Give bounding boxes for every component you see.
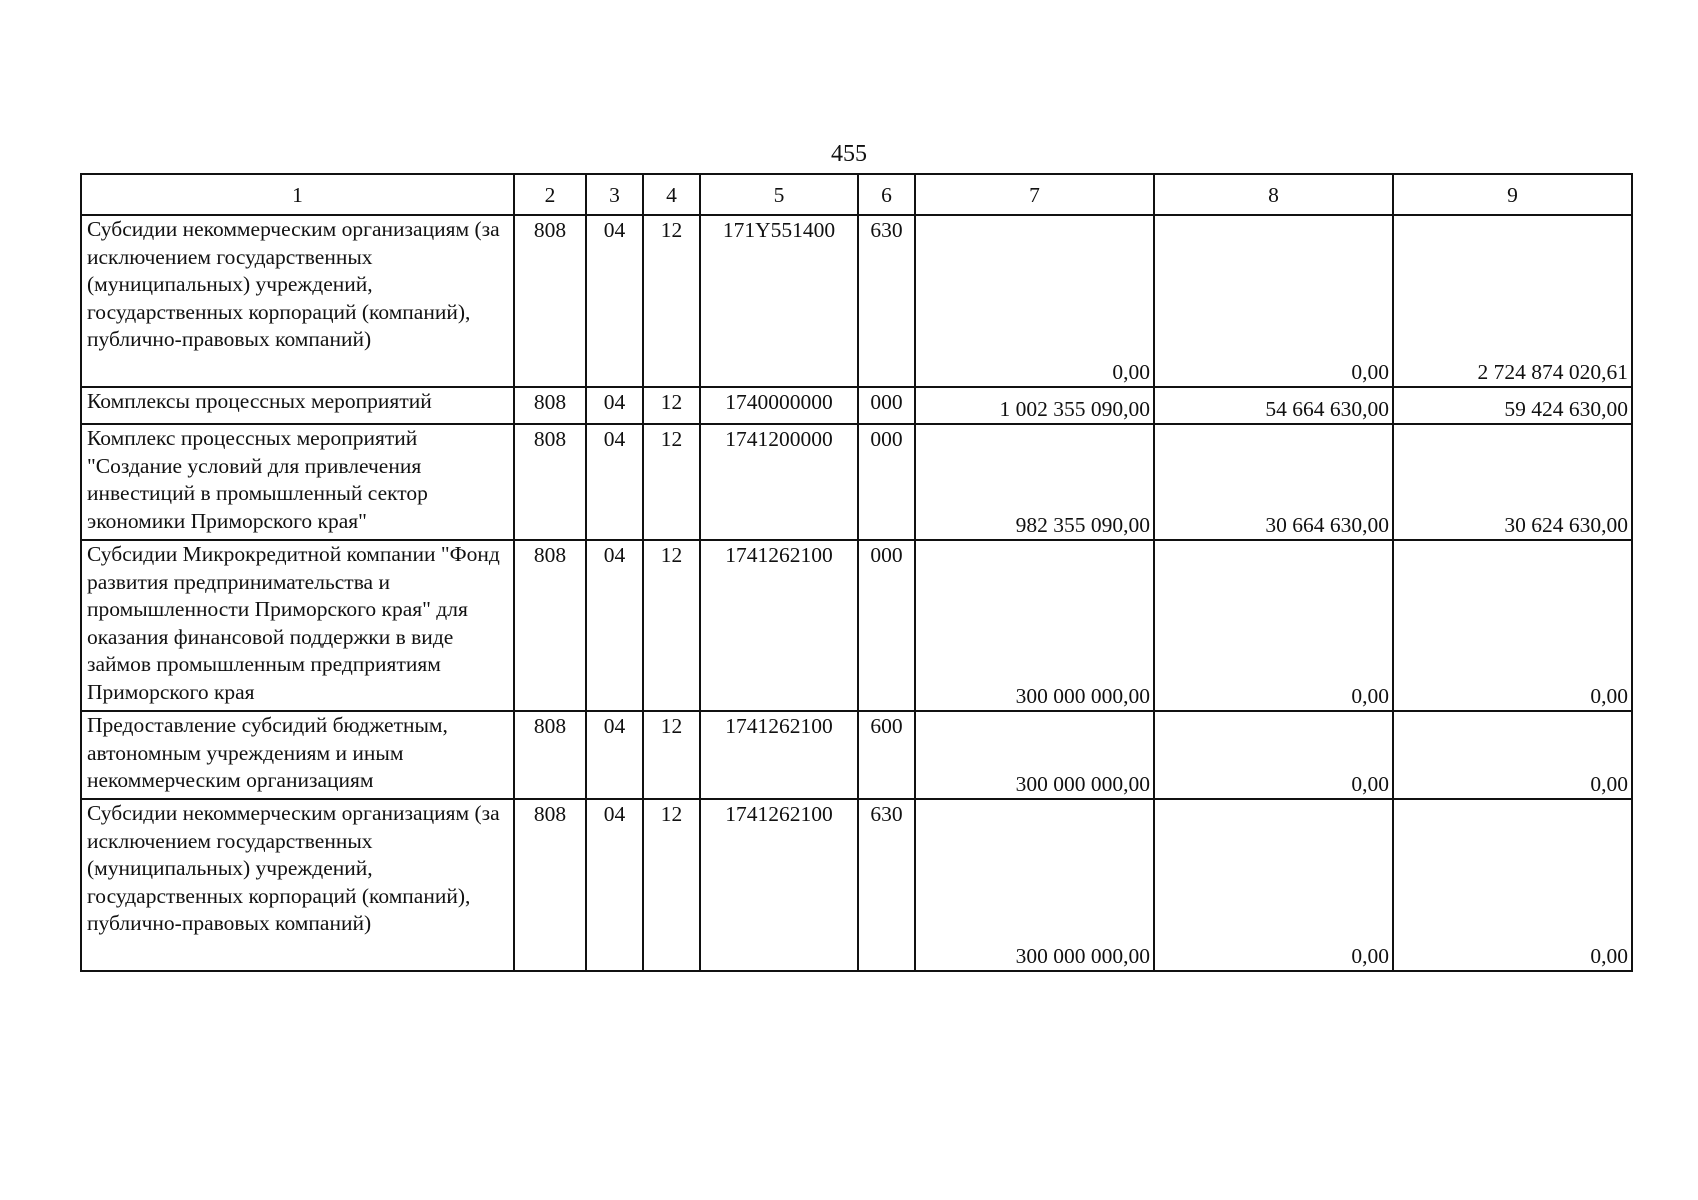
amount-col7: 1 002 355 090,00 xyxy=(915,387,1154,424)
target-article-code: 1741262100 xyxy=(700,711,858,799)
target-article-code: 1741200000 xyxy=(700,424,858,540)
table-row xyxy=(81,799,1632,971)
subsection-code: 12 xyxy=(643,799,700,971)
ministry-code: 808 xyxy=(514,424,586,540)
page-number: 455 xyxy=(831,141,867,167)
amount-col7: 300 000 000,00 xyxy=(915,711,1154,799)
subsection-code: 12 xyxy=(643,711,700,799)
item-name: Субсидии некоммерческим организациям (за исключением государственных (муниципальных) учреждений, государственных корпораций (компаний), публично-правовых компаний) xyxy=(81,799,514,971)
item-name: Субсидии некоммерческим организациям (за исключением государственных (муниципальных) учреждений, государственных корпораций (компаний), публично-правовых компаний) xyxy=(81,215,514,387)
section-code: 04 xyxy=(586,711,643,799)
item-name: Комплекс процессных мероприятий "Создание условий для привлечения инвестиций в промышленный сектор экономики Приморского края" xyxy=(81,424,514,540)
column-header: 4 xyxy=(643,174,700,215)
amount-col8: 0,00 xyxy=(1154,540,1393,711)
expense-type-code: 000 xyxy=(858,540,915,711)
table-row xyxy=(81,540,1632,711)
item-name: Субсидии Микрокредитной компании "Фонд развития предпринимательства и промышленности Приморского края" для оказания финансовой поддержки в виде займов промышленным предприятиям Приморского края xyxy=(81,540,514,711)
amount-col7: 300 000 000,00 xyxy=(915,799,1154,971)
item-name: Комплексы процессных мероприятий xyxy=(81,387,514,424)
budget-table xyxy=(80,173,1633,972)
amount-col7: 0,00 xyxy=(915,215,1154,387)
expense-type-code: 000 xyxy=(858,387,915,424)
amount-col9: 2 724 874 020,61 xyxy=(1393,215,1632,387)
subsection-code: 12 xyxy=(643,424,700,540)
target-article-code: 1741262100 xyxy=(700,799,858,971)
target-article-code: 1740000000 xyxy=(700,387,858,424)
section-code: 04 xyxy=(586,387,643,424)
expense-type-code: 000 xyxy=(858,424,915,540)
target-article-code: 1741262100 xyxy=(700,540,858,711)
subsection-code: 12 xyxy=(643,387,700,424)
amount-col9: 59 424 630,00 xyxy=(1393,387,1632,424)
table-row xyxy=(81,387,1632,424)
expense-type-code: 630 xyxy=(858,799,915,971)
section-code: 04 xyxy=(586,215,643,387)
table-header-row xyxy=(81,174,1632,215)
amount-col7: 982 355 090,00 xyxy=(915,424,1154,540)
target-article-code: 171Y551400 xyxy=(700,215,858,387)
amount-col8: 54 664 630,00 xyxy=(1154,387,1393,424)
amount-col8: 30 664 630,00 xyxy=(1154,424,1393,540)
column-header: 1 xyxy=(81,174,514,215)
column-header: 9 xyxy=(1393,174,1632,215)
table-row xyxy=(81,711,1632,799)
amount-col7: 300 000 000,00 xyxy=(915,540,1154,711)
section-code: 04 xyxy=(586,799,643,971)
subsection-code: 12 xyxy=(643,215,700,387)
column-header: 7 xyxy=(915,174,1154,215)
amount-col8: 0,00 xyxy=(1154,215,1393,387)
amount-col9: 0,00 xyxy=(1393,540,1632,711)
expense-type-code: 630 xyxy=(858,215,915,387)
amount-col9: 0,00 xyxy=(1393,799,1632,971)
column-header: 5 xyxy=(700,174,858,215)
ministry-code: 808 xyxy=(514,215,586,387)
column-header: 8 xyxy=(1154,174,1393,215)
amount-col9: 30 624 630,00 xyxy=(1393,424,1632,540)
item-name: Предоставление субсидий бюджетным, автономным учреждениям и иным некоммерческим организациям xyxy=(81,711,514,799)
subsection-code: 12 xyxy=(643,540,700,711)
expense-type-code: 600 xyxy=(858,711,915,799)
table-row xyxy=(81,424,1632,540)
amount-col9: 0,00 xyxy=(1393,711,1632,799)
column-header: 3 xyxy=(586,174,643,215)
ministry-code: 808 xyxy=(514,711,586,799)
section-code: 04 xyxy=(586,424,643,540)
ministry-code: 808 xyxy=(514,540,586,711)
column-header: 6 xyxy=(858,174,915,215)
ministry-code: 808 xyxy=(514,387,586,424)
ministry-code: 808 xyxy=(514,799,586,971)
amount-col8: 0,00 xyxy=(1154,711,1393,799)
column-header: 2 xyxy=(514,174,586,215)
table-row xyxy=(81,215,1632,387)
amount-col8: 0,00 xyxy=(1154,799,1393,971)
section-code: 04 xyxy=(586,540,643,711)
